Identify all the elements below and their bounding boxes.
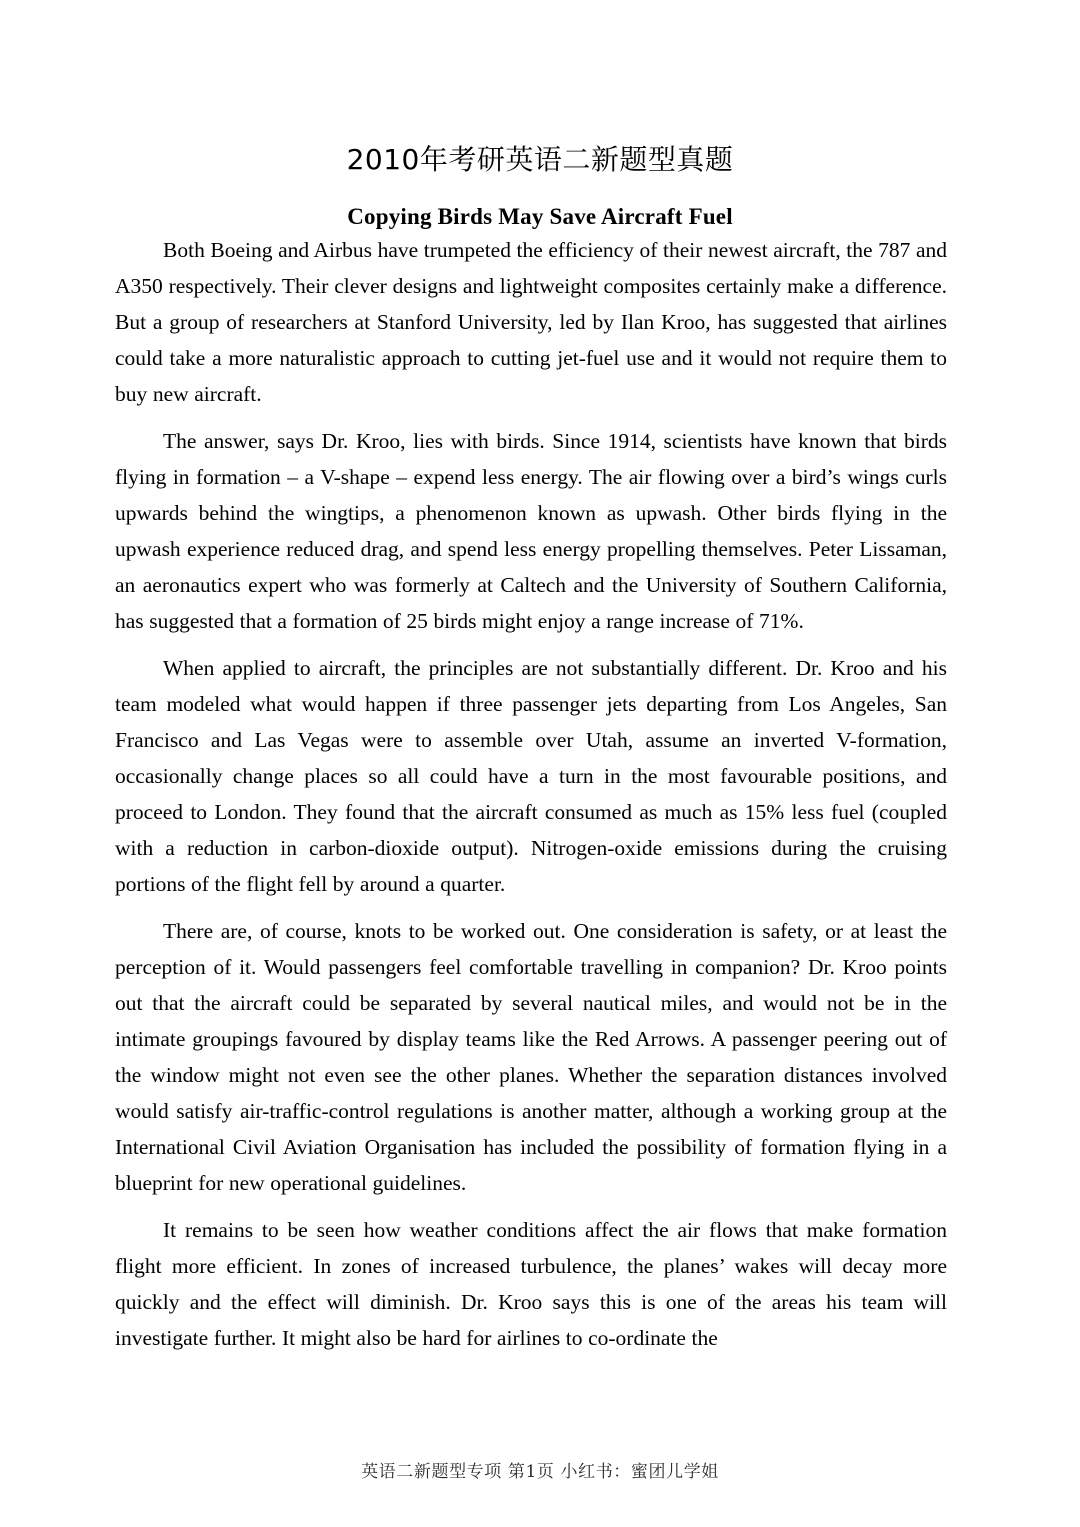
article-subtitle: Copying Birds May Save Aircraft Fuel	[347, 204, 733, 230]
paragraph: It remains to be seen how weather conditions affect the air flows that make formation flight more efficient. In zones of increased turbulence, the planes’ wakes will decay more quickly and the effect will diminish. Dr. Kroo says this is one of the areas his team will investigate further. It might also be hard for airlines to co-ordinate the	[115, 1218, 947, 1350]
page-footer: 英语二新题型专项 第1页 小红书：蜜团儿学姐	[361, 1462, 719, 1482]
paragraph: There are, of course, knots to be worked out. One consideration is safety, or at least the perception of it. Would passengers feel comfortable travelling in companion? Dr. Kroo points out that the aircraft could be separated by several nautical miles, and would not be in the intimate groupings favoured by display teams like the Red Arrows. A passenger peering out of the window might not even see the other planes. Whether the separation distances involved would satisfy air-traffic-control regulations is another matter, although a working group at the International Civil Aviation Organisation has included the possibility of formation flying in a blueprint for new operational guidelines.	[115, 919, 947, 1195]
page-title: 2010年考研英语二新题型真题	[346, 142, 734, 176]
paragraph: The answer, says Dr. Kroo, lies with birds. Since 1914, scientists have known that birds flying in formation – a V-shape – expend less energy. The air flowing over a bird’s wings curls upwards behind the wingtips, a phenomenon known as upwash. Other birds flying in the upwash experience reduced drag, and spend less energy propelling themselves. Peter Lissaman, an aeronautics expert who was formerly at Caltech and the University of Southern California, has suggested that a formation of 25 birds might enjoy a range increase of 71%.	[115, 429, 947, 633]
paragraph: When applied to aircraft, the principles are not substantially different. Dr. Kroo and his team modeled what would happen if three passenger jets departing from Los Angeles, San Francisco and Las Vegas were to assemble over Utah, assume an inverted V-formation, occasionally change places so all could have a turn in the most favourable positions, and proceed to London. They found that the aircraft consumed as much as 15% less fuel (coupled with a reduction in carbon-dioxide output). Nitrogen-oxide emissions during the cruising portions of the flight fell by around a quarter.	[115, 656, 947, 896]
article-body	[115, 232, 947, 1356]
paragraph: Both Boeing and Airbus have trumpeted the efficiency of their newest aircraft, the 787 and A350 respectively. Their clever designs and lightweight composites certainly make a difference. But a group of researchers at Stanford University, led by Ilan Kroo, has suggested that airlines could take a more naturalistic approach to cutting jet-fuel use and it would not require them to buy new aircraft.	[115, 238, 947, 406]
